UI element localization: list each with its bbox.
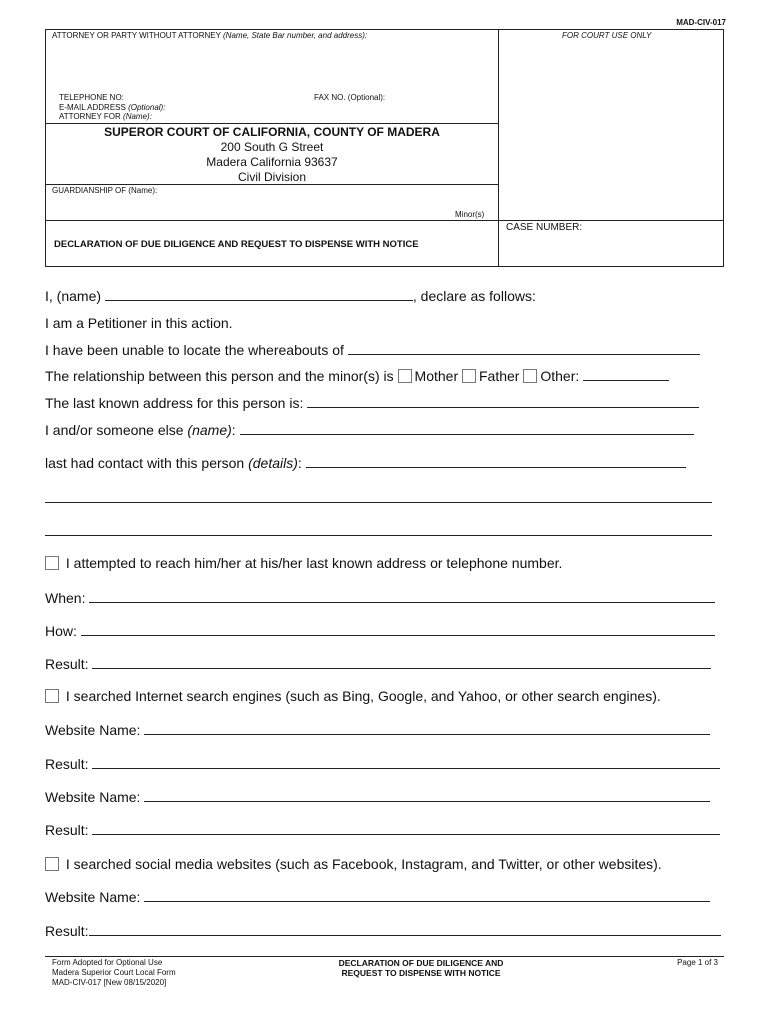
other-checkbox[interactable] (523, 369, 537, 383)
court-division: Civil Division (237, 170, 306, 184)
father-checkbox[interactable] (462, 369, 476, 383)
how-field[interactable] (81, 635, 715, 636)
contact-details-line: last had contact with this person (details): (45, 455, 686, 471)
contact-person-field[interactable] (240, 434, 694, 435)
website-field[interactable] (144, 734, 710, 735)
declarant-line: I, (name) , declare as follows: (45, 288, 536, 304)
website-line: Website Name: (45, 789, 710, 805)
court-name: SUPEROR COURT OF CALIFORNIA, COUNTY OF MADERA (104, 125, 440, 139)
last-address-field[interactable] (307, 407, 699, 408)
footer-rule (45, 956, 724, 957)
footer-left: Form Adopted for Optional Use Madera Superior Court Local Form MAD-CIV-017 [New 08/15/2020] (52, 958, 176, 987)
website-line: Website Name: (45, 889, 710, 905)
contact-details-field[interactable] (306, 467, 686, 468)
case-number-label: CASE NUMBER: (506, 222, 583, 233)
fax-label: FAX NO. (Optional): (314, 93, 386, 102)
contact-person-line: I and/or someone else (name): (45, 422, 694, 438)
social-option: I searched social media websites (such as Facebook, Instagram, and Twitter, or other websites). (45, 856, 662, 872)
name-field[interactable] (105, 300, 413, 301)
internet-checkbox[interactable] (45, 689, 59, 703)
footer-title: DECLARATION OF DUE DILIGENCE AND REQUEST TO DISPENSE WITH NOTICE (338, 958, 504, 978)
internet-option: I searched Internet search engines (such as Bing, Google, and Yahoo, or other search engines). (45, 688, 661, 704)
attempt-option: I attempted to reach him/her at his/her last known address or telephone number. (45, 555, 562, 571)
email-label: E-MAIL ADDRESS (Optional): (59, 103, 166, 112)
last-address-line: The last known address for this person is: (45, 395, 699, 411)
divider (45, 123, 499, 124)
divider (45, 220, 724, 221)
social-checkbox[interactable] (45, 857, 59, 871)
whereabouts-field[interactable] (348, 354, 700, 355)
website-field[interactable] (144, 901, 710, 902)
form-number: MAD-CIV-017 (676, 18, 726, 27)
how-line: How: (45, 623, 715, 639)
result-field[interactable] (89, 935, 721, 936)
when-line: When: (45, 590, 715, 606)
petitioner-line: I am a Petitioner in this action. (45, 315, 233, 331)
form-title: DECLARATION OF DUE DILIGENCE AND REQUEST TO DISPENSE WITH NOTICE (54, 239, 419, 250)
website-field[interactable] (144, 801, 710, 802)
result-field[interactable] (92, 768, 720, 769)
website-line: Website Name: (45, 722, 710, 738)
relationship-line: The relationship between this person and the minor(s) is Mother Father Other: (45, 368, 669, 384)
result-line: Result: (45, 923, 721, 939)
other-field[interactable] (583, 380, 669, 381)
court-street: 200 South G Street (220, 140, 324, 154)
attorney-label: ATTORNEY OR PARTY WITHOUT ATTORNEY (Name, State Bar number, and address): (52, 31, 368, 40)
result-line: Result: (45, 822, 720, 838)
mother-checkbox[interactable] (398, 369, 412, 383)
whereabouts-line: I have been unable to locate the whereabouts of (45, 342, 700, 358)
telephone-label: TELEPHONE NO: (59, 93, 124, 102)
result-line: Result: (45, 656, 711, 672)
result-field[interactable] (92, 834, 720, 835)
when-field[interactable] (89, 602, 715, 603)
court-block (45, 125, 499, 185)
details-continuation-line[interactable] (45, 535, 712, 536)
attempt-checkbox[interactable] (45, 556, 59, 570)
attorney-for-label: ATTORNEY FOR (Name): (59, 112, 152, 121)
court-city: Madera California 93637 (206, 155, 338, 169)
page-number: Page 1 of 3 (677, 958, 718, 967)
guardianship-label: GUARDIANSHIP OF (Name): (52, 186, 158, 195)
result-field[interactable] (92, 668, 711, 669)
details-continuation-line[interactable] (45, 502, 712, 503)
minors-label: Minor(s) (455, 210, 485, 219)
result-line: Result: (45, 756, 720, 772)
court-use-label: FOR COURT USE ONLY (562, 31, 652, 40)
